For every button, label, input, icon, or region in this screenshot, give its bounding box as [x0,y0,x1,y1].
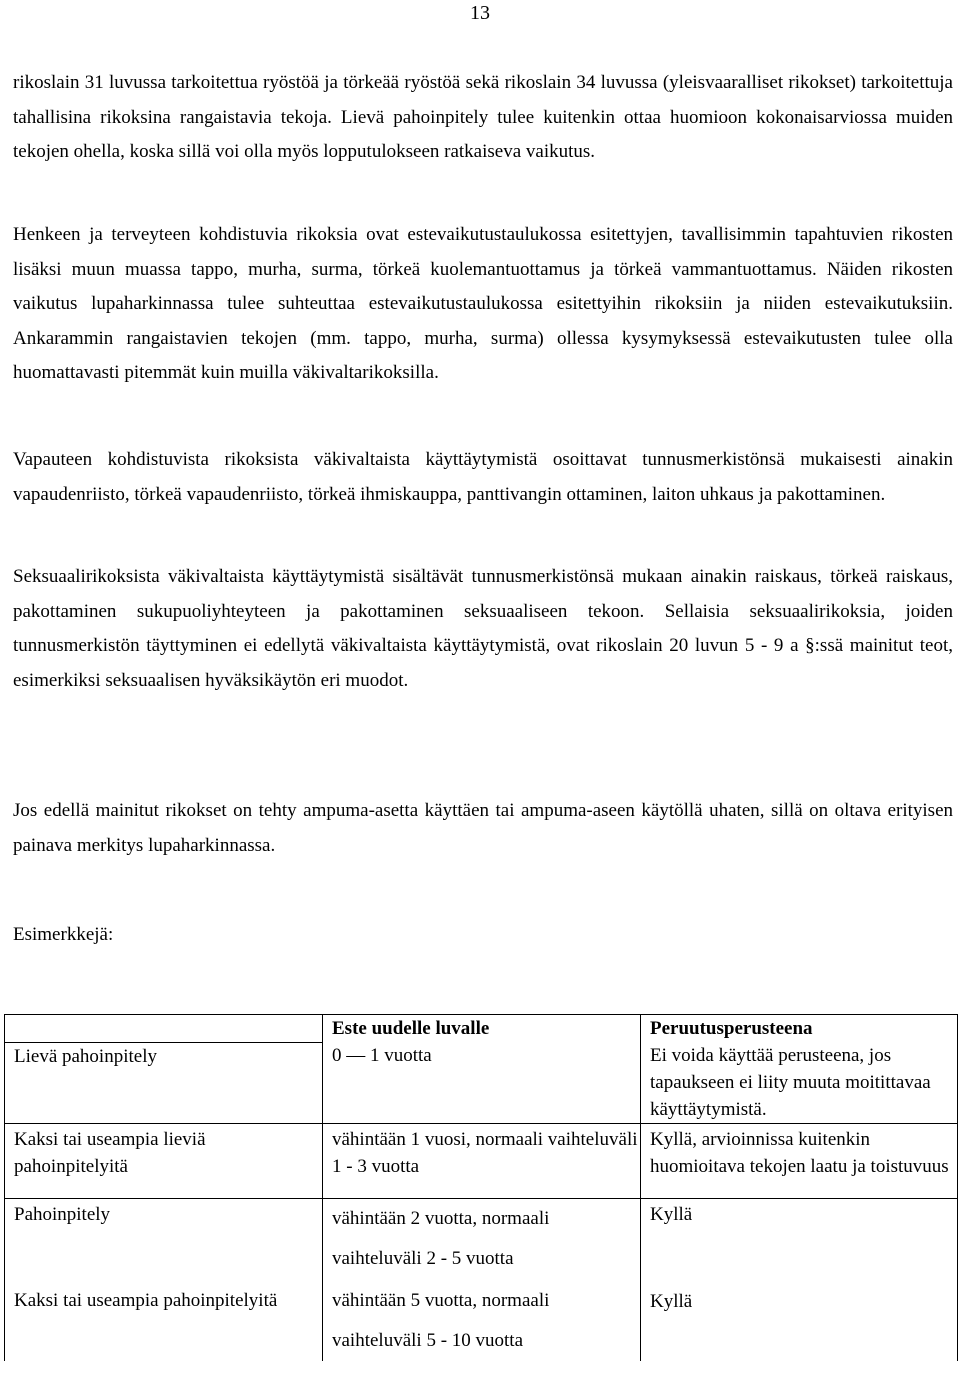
revocation-ground: Kyllä [650,1204,693,1225]
offence-name: Kaksi tai useampia pahoinpitelyitä [14,1290,278,1311]
header-empty [5,1015,322,1016]
table-cell [641,1199,958,1282]
table-header-cell [5,1015,323,1043]
examples-label: Esimerkkejä: [13,924,114,945]
paragraph-sexual-crimes: Seksuaalirikoksista väkivaltaista käyttäytymistä sisältävät tunnusmerkistönsä mukaan ainakin raiskaus, törkeä raiskaus, pakottaminen sukupuoliyhteyteen ja pakottaminen seksuaaliseen tekoon. Sellaisia seksuaalirikoksia, joiden tunnusmerkistön täyttyminen ei edellytä väkivaltaista käyttäytymistä, ovat rikoslain 20 luvun 5 - 9 a §:ssä mainitut teot, esimerkiksi seksuaalisen hyväksikäytön eri muodot. [13,566,953,691]
header-new-license-bar: Este uudelle luvalle [332,1018,490,1039]
paragraph-robbery: rikoslain 31 luvussa tarkoitettua ryöstöä ja törkeää ryöstöä sekä rikoslain 34 luvussa (yleisvaaralliset rikokset) tarkoitettuja tahallisina rikoksina rangaistavia tekoja. Lievä pahoinpitely tulee kuitenkin ottaa huomioon kokonaisarviossa muiden tekojen ohella, koska sillä voi olla myös lopputulokseen ratkaiseva vaikutus. [13,72,953,162]
table-cell [5,1281,323,1361]
offence-name: Pahoinpitely [14,1204,111,1225]
offence-name: Kaksi tai useampia lieviä pahoinpitelyitä [14,1129,206,1177]
paragraph-firearm-use: Jos edellä mainitut rikokset on tehty ampuma-asetta käyttäen tai ampuma-aseen käytöllä uhaten, sillä on oltava erityisen painava merkitys lupaharkinnassa. [13,800,953,856]
table-header-cell [641,1015,958,1043]
table-cell [641,1124,958,1199]
page-number: 13 [470,2,490,24]
table-cell [5,1199,323,1282]
table-row [5,1281,958,1361]
table-cell [5,1124,323,1199]
license-bar-duration: vähintään 5 vuotta, normaali vaihteluväli 5 - 10 vuotta [332,1290,550,1351]
license-bar-duration: 0 — 1 vuotta [332,1045,432,1066]
table-row [5,1199,958,1282]
examples-table [4,1014,958,1361]
offence-name: Lievä pahoinpitely [14,1045,157,1067]
header-revocation-ground: Peruutusperusteena [650,1018,813,1039]
revocation-ground: Ei voida käyttää perusteena, jos tapaukseen ei liity muuta moitittavaa käyttäytymistä. [650,1045,931,1120]
table-row [5,1124,958,1199]
table-row [5,1042,958,1124]
license-bar-duration: vähintään 2 vuotta, normaali vaihteluväli 2 - 5 vuotta [332,1208,550,1269]
paragraph-liberty-crimes: Vapauteen kohdistuvista rikoksista väkivaltaista käyttäytymistä osoittavat tunnusmerkistönsä mukaisesti ainakin vapaudenriisto, törkeä vapaudenriisto, törkeä ihmiskauppa, panttivangin ottaminen, laiton uhkaus ja pakottaminen. [13,449,953,505]
table-cell [5,1042,323,1124]
paragraph-life-health-crimes: Henkeen ja terveyteen kohdistuvia rikoksia ovat estevaikutustaulukossa esitettyjen, tavallisimmin tapahtuvien rikosten lisäksi muun muassa tappo, murha, surma, törkeä kuolemantuottamus ja törkeä vammantuottamus. Näiden rikosten vaikutus lupaharkinnassa tulee suhteuttaa estevaikutustaulukossa esitettyihin rikoksiin ja niiden estevaikutuksiin. Ankarammin rangaistavien tekojen (mm. tappo, murha, surma) ollessa kysymyksessä estevaikutusten tulee olla huomattavasti pitemmät kuin muilla väkivaltarikoksilla. [13,224,953,383]
table-cell [323,1199,641,1282]
table-cell [323,1281,641,1361]
table-cell [323,1042,641,1124]
table-cell [641,1042,958,1124]
license-bar-duration: vähintään 1 vuosi, normaali vaihteluväli 1 - 3 vuotta [332,1129,638,1177]
revocation-ground: Kyllä [650,1291,693,1312]
table-cell [323,1124,641,1199]
table-header-row [5,1015,958,1043]
table-header-cell [323,1015,641,1043]
revocation-ground: Kyllä, arvioinnissa kuitenkin huomioitava tekojen laatu ja toistuvuus [650,1129,949,1177]
table-cell [641,1281,958,1361]
